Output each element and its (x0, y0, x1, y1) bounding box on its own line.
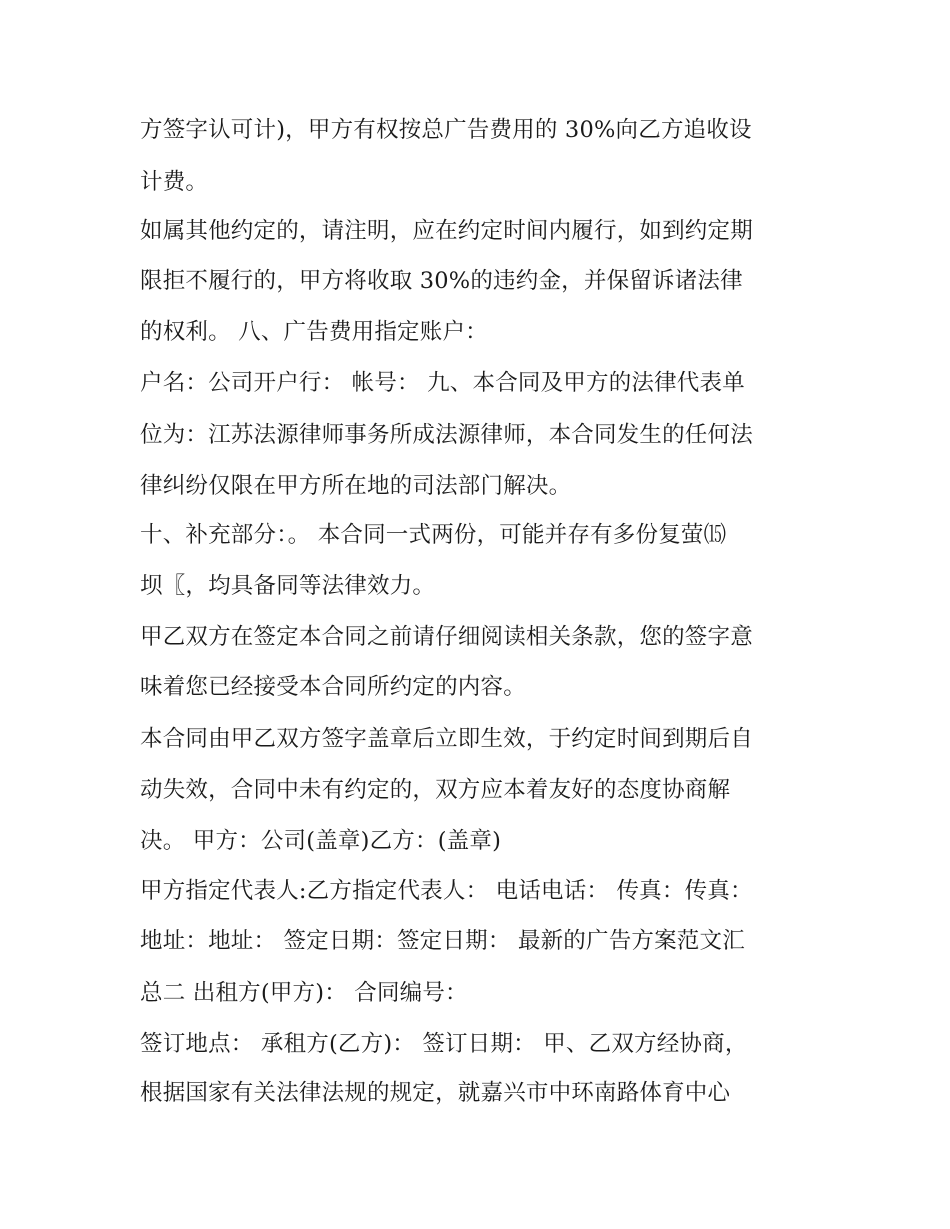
text-line: 位为：江苏法源律师事务所成法源律师，本合同发生的任何法 (140, 422, 753, 448)
text-line: 坝〖，均具备同等法律效力。 (140, 573, 436, 599)
text-line: 甲方指定代表人:乙方指定代表人： 电话电话： 传真：传真： (140, 878, 753, 904)
text-line: 动失效，合同中未有约定的，双方应本着友好的态度协商解 (140, 777, 731, 803)
text-line: 律纠纷仅限在甲方所在地的司法部门解决。 (140, 473, 572, 499)
text-line: 如属其他约定的，请注明，应在约定时间内履行，如到约定期 (140, 218, 753, 244)
text-line: 户名：公司开户行： 帐号： 九、本合同及甲方的法律代表单 (140, 370, 745, 396)
text-line: 方签字认可计)，甲方有权按总广告费用的 30%向乙方追收设 (140, 117, 752, 143)
text-line: 十、补充部分：。 本合同一式两份，可能并存有多份复萤⒂ (140, 522, 727, 548)
text-line: 的权利。 八、广告费用指定账户： (140, 319, 488, 345)
text-line: 本合同由甲乙双方签字盖章后立即生效，于约定时间到期后自 (140, 726, 753, 752)
text-line: 甲乙双方在签定本合同之前请仔细阅读相关条款，您的签字意 (140, 624, 753, 650)
text-line: 地址：地址： 签定日期：签定日期： 最新的广告方案范文汇 (140, 928, 745, 954)
text-line: 签订地点： 承租方(乙方)： 签订日期： 甲、乙双方经协商， (140, 1031, 748, 1057)
text-line: 限拒不履行的，甲方将收取 30%的违约金，并保留诉诸法律 (140, 268, 743, 294)
text-line: 总二 出租方(甲方)： 合同编号： (140, 980, 468, 1006)
text-line: 计费。 (140, 169, 209, 195)
text-line: 味着您已经接受本合同所约定的内容。 (140, 674, 526, 700)
text-line: 决。 甲方：公司(盖章)乙方：(盖章) (140, 828, 502, 854)
text-line: 根据国家有关法律法规的规定，就嘉兴市中环南路体育中心 (140, 1080, 731, 1106)
